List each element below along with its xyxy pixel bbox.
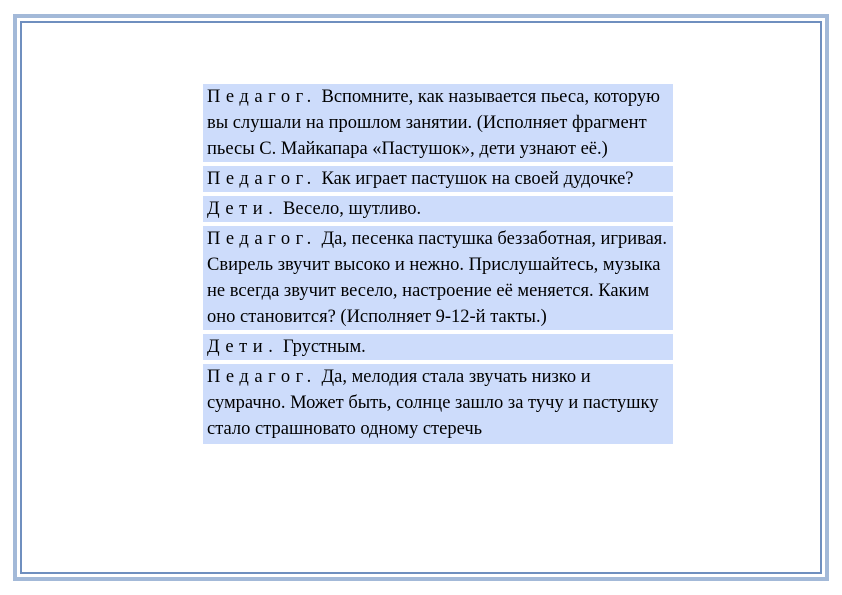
dialogue-text: Грустным. xyxy=(278,337,366,357)
dialogue-text-block xyxy=(203,84,673,444)
speaker-label: Педагог. xyxy=(207,87,317,107)
dialogue-paragraph-3 xyxy=(203,196,673,222)
speaker-label: Дети. xyxy=(207,199,279,219)
dialogue-paragraph-5 xyxy=(203,334,673,360)
speaker-label: Педагог. xyxy=(207,169,317,189)
dialogue-text: Вспомните, как называется пьеса, которую вы слушали на прошлом занятии. (Исполняет фрагмент пьесы С. Майкапара «Пастушок», дети узнают её.) xyxy=(207,87,660,159)
dialogue-paragraph-4 xyxy=(203,226,673,330)
speaker-label: Педагог. xyxy=(207,367,317,387)
dialogue-text: Да, мелодия стала звучать низко и сумрачно. Может быть, солнце зашло за тучу и пастушку стало страшновато одному стеречь xyxy=(207,367,659,439)
dialogue-paragraph-1 xyxy=(203,84,673,162)
dialogue-text: Да, песенка пастушка беззаботная, игривая. Свирель звучит высоко и нежно. Прислушайтесь, музыка не всегда звучит весело, настроение её меняется. Каким оно становится? (Исполняет 9-12-й такты.) xyxy=(207,229,667,327)
dialogue-paragraph-2 xyxy=(203,166,673,192)
dialogue-text: Весело, шутливо. xyxy=(278,199,422,219)
speaker-label: Дети. xyxy=(207,337,279,357)
dialogue-paragraph-6 xyxy=(203,364,673,444)
dialogue-text: Как играет пастушок на своей дудочке? xyxy=(316,169,634,189)
speaker-label: Педагог. xyxy=(207,229,317,249)
